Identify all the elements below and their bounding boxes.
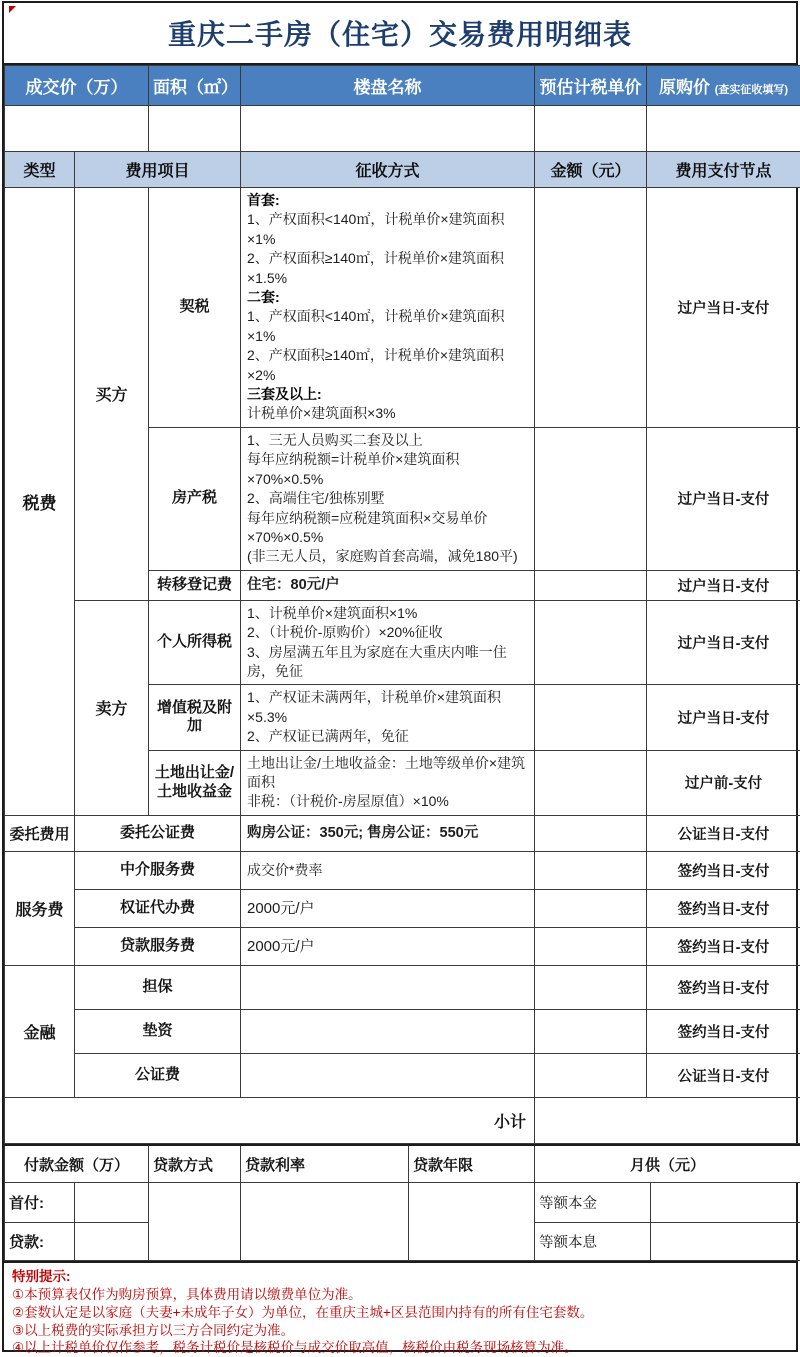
original-price-note: (查实征收填写) xyxy=(715,84,788,96)
header-pay-node: 费用支付节点 xyxy=(647,152,800,188)
amount-notary-fee[interactable] xyxy=(535,1053,647,1097)
method-entrust-notary: 购房公证：350元; 售房公证：550元 xyxy=(241,815,535,851)
group-service: 服务费 xyxy=(5,851,75,965)
item-entrust-notary: 委托公证费 xyxy=(75,815,241,851)
row-agency-fee xyxy=(5,851,800,889)
node-agency-fee: 签约当日-支付 xyxy=(647,851,800,889)
sub-buyer: 买方 xyxy=(75,188,149,601)
equal-principal-label: 等额本金 xyxy=(535,1183,651,1223)
item-agency-fee: 中介服务费 xyxy=(75,851,241,889)
header-est-tax-unit-price: 预估计税单价 xyxy=(535,66,647,106)
item-loan-service-fee: 贷款服务费 xyxy=(75,927,241,965)
deal-price-input-cell[interactable] xyxy=(5,106,149,152)
amount-cert-agent-fee[interactable] xyxy=(535,889,647,927)
method-income-tax xyxy=(241,600,535,685)
est-tax-unit-price-input-cell[interactable] xyxy=(535,106,647,152)
header-type: 类型 xyxy=(5,152,75,188)
loan-rate-input-cell[interactable] xyxy=(241,1183,409,1261)
method-transfer-fee: 住宅：80元/户 xyxy=(241,570,535,600)
method-vat xyxy=(241,685,535,750)
note-line-2: ②套数认定是以家庭（夫妻+未成年子女）为单位，在重庆主城+区县范围内持有的所有住宅套数。 xyxy=(12,1304,788,1322)
loan-amount-label: 贷款: xyxy=(5,1223,75,1261)
notes-title: 特别提示: xyxy=(12,1268,788,1286)
item-transfer-fee: 转移登记费 xyxy=(149,570,241,600)
node-guarantee: 签约当日-支付 xyxy=(647,965,800,1009)
group-entrust: 委托费用 xyxy=(5,815,75,851)
vat-line: 1、产权证未满两年，计税单价×建筑面积×5.3% xyxy=(247,688,528,727)
sub-seller: 卖方 xyxy=(75,600,149,815)
method-property-tax xyxy=(241,427,535,570)
amount-vat[interactable] xyxy=(535,685,647,750)
equal-principal-input-cell[interactable] xyxy=(651,1183,800,1223)
amount-agency-fee[interactable] xyxy=(535,851,647,889)
deed-tax-line: 2、产权面积≥140㎡，计税单价×建筑面积×1.5% xyxy=(247,249,528,288)
project-name-input-cell[interactable] xyxy=(241,106,535,152)
item-income-tax: 个人所得税 xyxy=(149,600,241,685)
node-notary-fee: 公证当日-支付 xyxy=(647,1053,800,1097)
note-line-3: ③以上税费的实际承担方以三方合同约定为准。 xyxy=(12,1322,788,1340)
header-area: 面积（㎡） xyxy=(149,66,241,106)
note-line-1: ①本预算表仅作为购房预算，具体费用请以缴费单位为准。 xyxy=(12,1286,788,1304)
node-cert-agent-fee: 签约当日-支付 xyxy=(647,889,800,927)
down-payment-input-cell[interactable] xyxy=(75,1183,149,1223)
node-deed-tax: 过户当日-支付 xyxy=(647,188,800,428)
loan-term-input-cell[interactable] xyxy=(409,1183,535,1261)
vat-line: 2、产权证已满两年，免征 xyxy=(247,727,528,746)
deed-tax-line: 2、产权面积≥140㎡，计税单价×建筑面积×2% xyxy=(247,346,528,385)
loan-method-input-cell[interactable] xyxy=(149,1183,241,1261)
deed-tax-line: 1、产权面积<140㎡，计税单价×建筑面积×1% xyxy=(247,307,528,346)
amount-property-tax[interactable] xyxy=(535,427,647,570)
node-transfer-fee: 过户当日-支付 xyxy=(647,570,800,600)
amount-deed-tax[interactable] xyxy=(535,188,647,428)
row-notary-fee xyxy=(5,1053,800,1097)
table-frame xyxy=(2,1,798,1352)
header-payment-amount: 付款金额（万） xyxy=(5,1145,149,1183)
amount-guarantee[interactable] xyxy=(535,965,647,1009)
property-tax-line: (非三无人员，家庭购首套高端，减免180平) xyxy=(247,547,528,566)
deed-tax-line: 计税单价×建筑面积×3% xyxy=(247,404,528,423)
item-advance-fund: 垫资 xyxy=(75,1009,241,1053)
note-line-4: ④以上计税单价仅作参考，税务计税价是核税价与成交价取高值，核税价由税务现场核算为准。 xyxy=(12,1339,788,1357)
page-title: 重庆二手房（住宅）交易费用明细表 xyxy=(168,13,632,53)
amount-advance-fund[interactable] xyxy=(535,1009,647,1053)
method-loan-service-fee: 2000元/户 xyxy=(241,927,535,965)
property-tax-line: ×70%×0.5% xyxy=(247,528,528,547)
header-monthly-payment: 月供（元） xyxy=(535,1145,800,1183)
header-loan-method: 贷款方式 xyxy=(149,1145,241,1183)
fee-header-row xyxy=(5,152,800,188)
row-down-payment xyxy=(5,1183,800,1223)
amount-income-tax[interactable] xyxy=(535,600,647,685)
deed-tax-line: 1、产权面积<140㎡，计税单价×建筑面积×1% xyxy=(247,210,528,249)
header-amount: 金额（元） xyxy=(535,152,647,188)
method-land-fee xyxy=(241,750,535,815)
method-advance-fund[interactable] xyxy=(241,1009,535,1053)
item-vat: 增值税及附加 xyxy=(149,685,241,750)
subtotal-label: 小计 xyxy=(5,1097,535,1143)
item-deed-tax: 契税 xyxy=(149,188,241,428)
item-cert-agent-fee: 权证代办费 xyxy=(75,889,241,927)
header-loan-rate: 贷款利率 xyxy=(241,1145,409,1183)
method-guarantee[interactable] xyxy=(241,965,535,1009)
row-entrust-notary xyxy=(5,815,800,851)
node-land-fee: 过户前-支付 xyxy=(647,750,800,815)
node-entrust-notary: 公证当日-支付 xyxy=(647,815,800,851)
header-original-price xyxy=(647,66,800,106)
item-property-tax: 房产税 xyxy=(149,427,241,570)
land-fee-line: 非税：（计税价-房屋原值）×10% xyxy=(247,792,528,811)
income-tax-line: 2、（计税价-原购价）×20%征收 xyxy=(247,623,528,642)
header-loan-term: 贷款年限 xyxy=(409,1145,535,1183)
node-income-tax: 过户当日-支付 xyxy=(647,600,800,685)
property-tax-line: 1、三无人员购买二套及以上 xyxy=(247,431,528,450)
loan-amount-input-cell[interactable] xyxy=(75,1223,149,1261)
special-notes xyxy=(4,1261,796,1350)
land-fee-line: 土地出让金/土地收益金：土地等级单价×建筑面积 xyxy=(247,754,528,793)
subtotal-value-cell[interactable] xyxy=(535,1097,800,1143)
row-deed-tax xyxy=(5,188,800,428)
equal-installment-input-cell[interactable] xyxy=(651,1223,800,1261)
row-advance-fund xyxy=(5,1009,800,1053)
node-property-tax: 过户当日-支付 xyxy=(647,427,800,570)
row-subtotal xyxy=(5,1097,800,1143)
equal-installment-label: 等额本息 xyxy=(535,1223,651,1261)
fee-table xyxy=(4,65,800,1144)
loan-header-row xyxy=(5,1145,800,1183)
row-income-tax xyxy=(5,600,800,685)
header-fee-item: 费用项目 xyxy=(75,152,241,188)
amount-land-fee[interactable] xyxy=(535,750,647,815)
header-method: 征收方式 xyxy=(241,152,535,188)
property-tax-line: 每年应纳税额=应税建筑面积×交易单价 xyxy=(247,509,528,528)
item-notary-fee: 公证费 xyxy=(75,1053,241,1097)
item-land-fee: 土地出让金/土地收益金 xyxy=(149,750,241,815)
property-tax-line: 每年应纳税额=计税单价×建筑面积×70%×0.5% xyxy=(247,450,528,489)
loan-table xyxy=(4,1144,800,1262)
row-loan-service-fee xyxy=(5,927,800,965)
deed-tax-line: 首套: xyxy=(247,191,528,210)
group-tax: 税费 xyxy=(5,188,75,816)
down-payment-label: 首付: xyxy=(5,1183,75,1223)
header-deal-price: 成交价（万） xyxy=(5,66,149,106)
input-row xyxy=(5,106,800,152)
item-guarantee: 担保 xyxy=(75,965,241,1009)
node-loan-service-fee: 签约当日-支付 xyxy=(647,927,800,965)
amount-transfer-fee[interactable] xyxy=(535,570,647,600)
deed-tax-line: 二套: xyxy=(247,288,528,307)
group-finance: 金融 xyxy=(5,965,75,1097)
area-input-cell[interactable] xyxy=(149,106,241,152)
row-guarantee xyxy=(5,965,800,1009)
title-bar xyxy=(4,3,796,65)
property-tax-line: 2、高端住宅/独栋别墅 xyxy=(247,489,528,508)
header-project-name: 楼盘名称 xyxy=(241,66,535,106)
row-cert-agent-fee xyxy=(5,889,800,927)
income-tax-line: 3、房屋满五年且为家庭在大重庆内唯一住房，免征 xyxy=(247,643,528,682)
method-cert-agent-fee: 2000元/户 xyxy=(241,889,535,927)
node-vat: 过户当日-支付 xyxy=(647,685,800,750)
top-header-row xyxy=(5,66,800,106)
amount-loan-service-fee[interactable] xyxy=(535,927,647,965)
red-corner-marker xyxy=(9,6,16,13)
original-price-input-cell[interactable] xyxy=(647,106,800,152)
income-tax-line: 1、计税单价×建筑面积×1% xyxy=(247,604,528,623)
deed-tax-line: 三套及以上: xyxy=(247,385,528,404)
amount-entrust-notary[interactable] xyxy=(535,815,647,851)
method-agency-fee: 成交价*费率 xyxy=(241,851,535,889)
node-advance-fund: 签约当日-支付 xyxy=(647,1009,800,1053)
method-deed-tax xyxy=(241,188,535,428)
original-price-label: 原购价 xyxy=(659,78,710,97)
method-notary-fee[interactable] xyxy=(241,1053,535,1097)
